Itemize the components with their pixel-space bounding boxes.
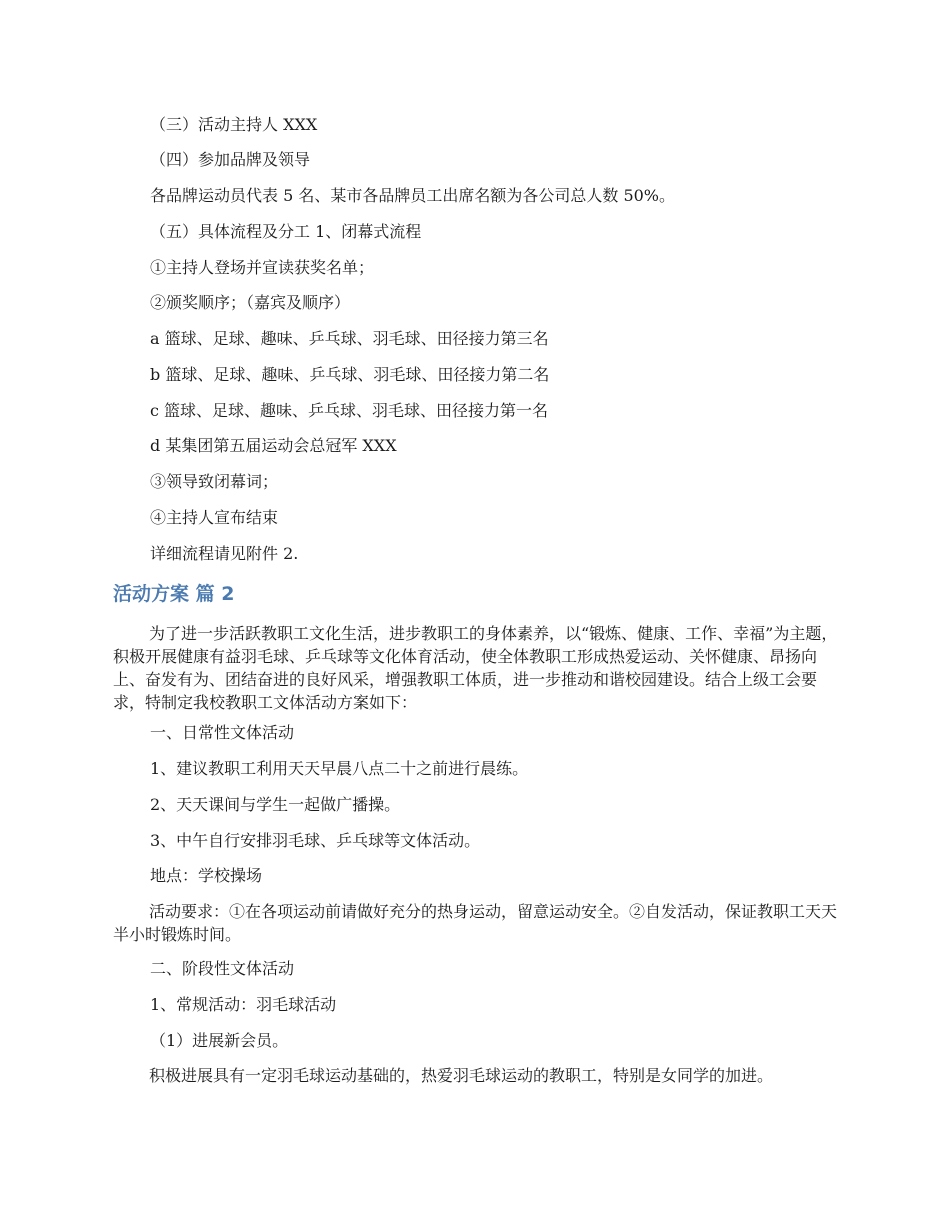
location-line: 地点：学校操场 (150, 866, 263, 885)
closing-step-2: ②颁奖顺序；（嘉宾及顺序） (150, 293, 351, 312)
section-heading: 活动方案 篇 2 (113, 583, 235, 605)
intro-paragraph: 为了进一步活跃教职工文化生活，进步教职工的身体素养，以“锻炼、健康、工作、幸福”为主题，积极开展健康有益羽毛球、乒乓球等文化体育活动，使全体教职工形成热爱运动、关怀健康、昂扬向上、奋发有为、团结奋进的良好风采，增强教职工体质，进一步推动和谐校园建设。结合上级工会要求，特制定我校教职工文体活动方案如下： (113, 624, 838, 712)
award-first-place: c 篮球、足球、趣味、乒乓球、羽毛球、田径接力第一名 (150, 401, 549, 420)
requirements-paragraph: 活动要求：①在各项运动前请做好充分的热身运动，留意运动安全。②自发活动，保证教职工天天半小时锻炼时间。 (113, 902, 838, 944)
closing-step-3: ③领导致闭幕词； (150, 472, 279, 491)
stage-item-1: 1、常规活动：羽毛球活动 (150, 995, 337, 1014)
stage-item-1-1: （1）进展新会员。 (150, 1031, 289, 1050)
closing-step-4: ④主持人宣布结束 (150, 508, 279, 527)
appendix-note: 详细流程请见附件 2. (150, 544, 299, 563)
daily-item-3: 3、中午自行安排羽毛球、乒乓球等文体活动。 (150, 831, 481, 850)
award-champion: d 某集团第五届运动会总冠军 XXX (150, 436, 397, 455)
brands-leaders-line: （四）参加品牌及领导 (150, 150, 311, 169)
new-members-paragraph: 积极进展具有一定羽毛球运动基础的，热爱羽毛球运动的教职工，特别是女同学的加进。 (149, 1066, 774, 1085)
host-line: （三）活动主持人 XXX (150, 115, 318, 134)
daily-activities-title: 一、日常性文体活动 (150, 723, 295, 742)
closing-step-1: ①主持人登场并宣读获奖名单； (150, 258, 375, 277)
stage-activities-title: 二、阶段性文体活动 (150, 959, 295, 978)
brand-athletes-line: 各品牌运动员代表 5 名、某市各品牌员工出席名额为各公司总人数 50%。 (150, 186, 676, 205)
daily-item-1: 1、建议教职工利用天天早晨八点二十之前进行晨练。 (150, 759, 529, 778)
award-third-place: a 篮球、足球、趣味、乒乓球、羽毛球、田径接力第三名 (150, 329, 549, 348)
process-division-line: （五）具体流程及分工 1、闭幕式流程 (150, 222, 422, 241)
daily-item-2: 2、天天课间与学生一起做广播操。 (150, 795, 401, 814)
award-second-place: b 篮球、足球、趣味、乒乓球、羽毛球、田径接力第二名 (150, 365, 550, 384)
